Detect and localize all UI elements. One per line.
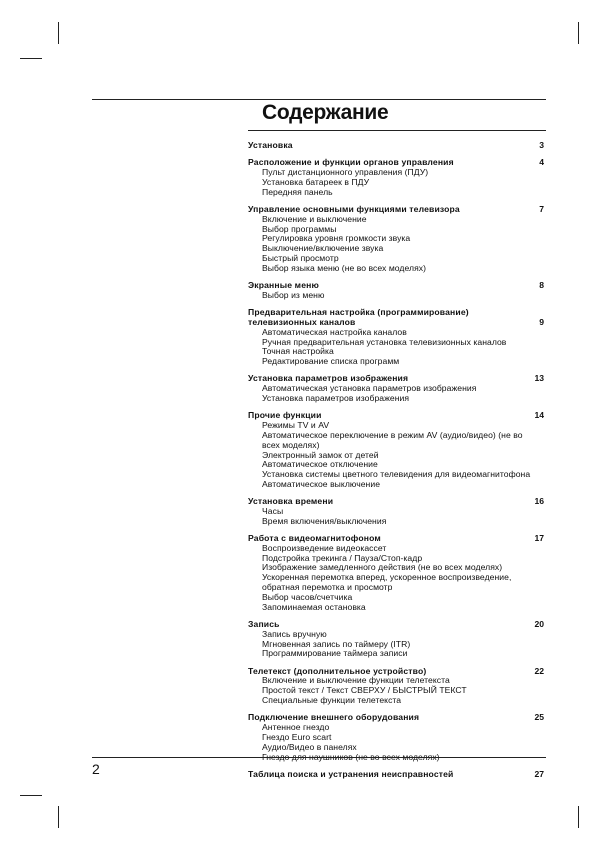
toc-section-title: Установка времени (248, 496, 334, 507)
toc-item[interactable]: Запоминаемая остановка (262, 601, 366, 612)
toc-item[interactable]: Выбор из меню (262, 289, 325, 300)
crop-mark (20, 795, 42, 796)
toc-page-number: 14 (534, 410, 544, 421)
toc-item[interactable]: Установка параметров изображения (262, 393, 410, 404)
toc-page-number: 27 (534, 768, 544, 779)
toc-section-title: Подключение внешнего оборудования (248, 712, 420, 723)
toc-item[interactable]: Редактирование списка программ (262, 356, 400, 367)
toc-section-title: Запись (248, 618, 280, 629)
toc-item[interactable]: Мгновенная запись по таймеру (ITR) (262, 638, 411, 649)
toc-item[interactable]: Специальные функции телетекста (262, 695, 402, 706)
toc-item[interactable]: Быстрый просмотр (262, 252, 339, 263)
toc-section (248, 534, 544, 612)
toc-item[interactable]: Воспроизведение видеокассет (262, 542, 387, 553)
toc-page-number: 20 (534, 618, 544, 629)
crop-mark (58, 806, 59, 828)
toc-item[interactable]: Регулировка уровня громкости звука (262, 233, 411, 244)
toc-page-number: 8 (539, 280, 544, 291)
toc-item[interactable]: Запись вручную (262, 628, 327, 639)
bottom-rule (92, 757, 546, 758)
toc-item[interactable]: Электронный замок от детей (262, 449, 379, 460)
toc-section (248, 205, 544, 274)
toc-section-title: Таблица поиска и устранения неисправностей (248, 768, 454, 779)
toc-page-number: 9 (539, 316, 544, 327)
toc-page-number: 7 (539, 203, 544, 214)
toc-item[interactable]: Программирование таймера записи (262, 648, 408, 659)
toc-item[interactable]: Автоматическая установка параметров изображения (262, 383, 477, 394)
toc-page-number: 22 (534, 665, 544, 676)
crop-mark (578, 22, 579, 44)
toc-item[interactable]: Аудио/Видео в панелях (262, 741, 357, 752)
toc-section (248, 141, 544, 151)
toc-item[interactable]: Автоматическое переключение в режим AV (аудио/видео) (не во всех моделях) (262, 429, 523, 450)
toc-page-number: 16 (534, 496, 544, 507)
top-rule (92, 99, 546, 100)
toc-item[interactable]: Включение и выключение функции телетекста (262, 675, 450, 686)
toc-item[interactable]: Выбор часов/счетчика (262, 591, 353, 602)
toc-section (248, 308, 544, 367)
toc-item[interactable]: Изображение замедленного действия (не во всех моделях) (262, 562, 503, 573)
toc-section-heading[interactable] (248, 497, 544, 507)
toc-item[interactable]: Режимы TV и AV (262, 420, 330, 431)
toc-section-heading[interactable] (248, 141, 544, 151)
toc-page-number: 13 (534, 373, 544, 384)
toc-section-heading[interactable] (248, 770, 544, 780)
toc-section-title: Прочие функции (248, 410, 322, 421)
toc-page-number: 17 (534, 533, 544, 544)
toc-item[interactable]: Подстройка трекинга / Пауза/Стоп-кадр (262, 552, 423, 563)
crop-mark (20, 58, 42, 59)
page-title: Содержание (262, 101, 389, 124)
table-of-contents (248, 141, 544, 787)
toc-section (248, 281, 544, 301)
crop-mark (578, 806, 579, 828)
page-number: 2 (92, 761, 100, 777)
toc-section (248, 667, 544, 706)
toc-item[interactable]: Простой текст / Текст СВЕРХУ / БЫСТРЫЙ ТЕКСТ (262, 685, 467, 696)
toc-item[interactable]: Ускоренная перемотка вперед, ускоренное воспроизведение, обратная перемотка и просмотр (262, 572, 512, 593)
toc-page-number: 4 (539, 157, 544, 168)
toc-item[interactable]: Время включения/выключения (262, 515, 387, 526)
toc-item[interactable]: Автоматическое выключение (262, 478, 381, 489)
toc-page-number: 3 (539, 140, 544, 150)
toc-section-title: Работа с видеомагнитофоном (248, 533, 381, 544)
toc-section-title: Телетекст (дополнительное устройство) (248, 665, 427, 676)
toc-item[interactable]: Передняя панель (262, 186, 333, 197)
toc-item[interactable]: Ручная предварительная установка телевизионных каналов (262, 336, 507, 347)
toc-section (248, 620, 544, 659)
toc-item[interactable]: Выбор программы (262, 223, 337, 234)
toc-section-heading[interactable] (248, 308, 544, 328)
crop-mark (58, 22, 59, 44)
toc-section (248, 374, 544, 403)
toc-page-number: 25 (534, 712, 544, 723)
toc-item[interactable]: Автоматическое отключение (262, 459, 378, 470)
toc-section-title: Экранные меню (248, 280, 319, 291)
toc-section (248, 411, 544, 489)
toc-section-title: Установка (248, 140, 293, 150)
toc-item[interactable]: Включение и выключение (262, 213, 367, 224)
toc-section-title: Расположение и функции органов управления (248, 157, 454, 168)
toc-item[interactable]: Выключение/включение звука (262, 243, 384, 254)
toc-section-title: Предварительная настройка (программирование) телевизионных каналов (248, 307, 469, 327)
toc-item[interactable]: Выбор языка меню (не во всех моделях) (262, 262, 427, 273)
toc-section (248, 770, 544, 780)
toc-item[interactable]: Автоматическая настройка каналов (262, 326, 407, 337)
toc-item[interactable]: Пульт дистанционного управления (ПДУ) (262, 167, 429, 178)
toc-item[interactable]: Установка системы цветного телевидения для видеомагнитофона (262, 469, 531, 480)
toc-item[interactable]: Гнездо Euro scart (262, 731, 332, 742)
toc-item[interactable]: Антенное гнездо (262, 722, 330, 733)
toc-section (248, 713, 544, 762)
toc-item[interactable]: Часы (262, 506, 284, 516)
toc-section-title: Управление основными функциями телевизора (248, 203, 460, 214)
title-rule (248, 130, 546, 131)
toc-section-title: Установка параметров изображения (248, 373, 409, 384)
toc-section (248, 158, 544, 197)
toc-item[interactable]: Точная настройка (262, 346, 334, 357)
toc-item[interactable]: Установка батареек в ПДУ (262, 176, 370, 187)
toc-section (248, 497, 544, 526)
